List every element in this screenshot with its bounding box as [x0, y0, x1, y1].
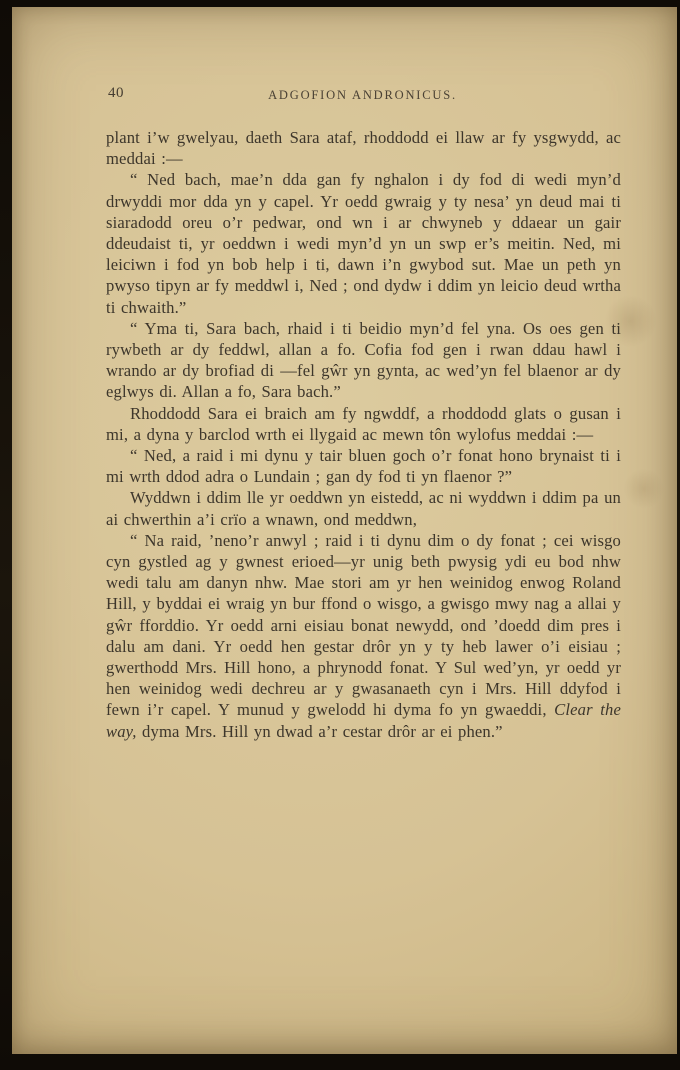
- text-segment: Rhoddodd Sara ei braich am fy ngwddf, a rhoddodd glats o gusan i mi, a dyna y barclod wrth ei llygaid ac mewn tôn wylofus meddai :—: [106, 403, 621, 444]
- paragraph: [106, 318, 621, 403]
- paragraph: [106, 530, 621, 742]
- page: [12, 7, 677, 1054]
- paragraph: [106, 169, 621, 317]
- running-title: ADGOFION ANDRONICUS.: [268, 88, 457, 102]
- page-number: 40: [108, 85, 124, 101]
- text-segment: “ Ned, a raid i mi dynu y tair bluen goch o’r fonat hono brynaist ti i mi wrth ddod adra o Lundain ; gan dy fod ti yn flaenor ?”: [106, 446, 621, 487]
- text-segment: Wyddwn i ddim lle yr oeddwn yn eistedd, ac ni wyddwn i ddim pa un ai chwerthin a’i crïo a wnawn, ond meddwn,: [106, 488, 621, 529]
- paragraph: [106, 403, 621, 445]
- text-segment: plant i’w gwelyau, daeth Sara ataf, rhoddodd ei llaw ar fy ysgwydd, ac meddai :—: [106, 128, 621, 169]
- text-segment: “ Na raid, ’neno’r anwyl ; raid i ti dynu dim o dy fonat ; cei wisgo cyn gystled ag y gwnest erioed—yr unig beth pwysig ydi eu bod nhw wedi talu am danyn nhw. Mae stori am yr hen weinidog enwog Roland Hill, y byddai ei wraig yn bur ffond o wisgo, a gwisgo mwy nag a allai y gŵr fforddio. Yr oedd arni eisiau bonat newydd, ond ’doedd dim pres i dalu am dani. Yr oedd hen gestar drôr yn y ty heb lawer o’i eisiau ; gwerthodd Mrs. Hill hono, a phrynodd fonat. Y Sul wed’yn, yr oedd yr hen weinidog wedi dechreu ar y gwasanaeth cyn i Mrs. Hill ddyfod i fewn i’r capel. Y munud y gwelodd hi dyma fo yn gwaeddi,: [106, 530, 621, 720]
- paragraph: [106, 487, 621, 529]
- paragraph: [106, 127, 621, 169]
- italic-phrase: Clear the way,: [106, 700, 621, 741]
- page-body: [106, 127, 621, 742]
- paragraph: [106, 445, 621, 487]
- text-segment: dyma Mrs. Hill yn dwad a’r cestar drôr ar ei phen.”: [136, 721, 503, 741]
- text-segment: “ Ned bach, mae’n dda gan fy nghalon i dy fod di wedi myn’d drwyddi mor dda yn y capel. Yr oedd gwraig y ty nesa’ yn deud mai ti siaradodd oreu o’r pedwar, ond wn i ar chwyneb y ddaear un gair ddeudaist ti, yr oeddwn i wedi myn’d yn un swp er’s meitin. Ned, mi leiciwn i fod yn bob help i ti, dawn i’n gwybod sut. Mae un peth yn pwyso tipyn ar fy meddwl i, Ned ; ond dydw i ddim yn leicio deud wrtha ti chwaith.”: [106, 170, 621, 317]
- page-header: [106, 83, 619, 105]
- text-segment: “ Yma ti, Sara bach, rhaid i ti beidio myn’d fel yna. Os oes gen ti rywbeth ar dy feddwl, allan a fo. Cofia fod gen i rwan ddau hawl i wrando ar dy brofiad di —fel gŵr yn gynta, ac wed’yn fel blaenor ar dy eglwys di. Allan a fo, Sara bach.”: [106, 318, 621, 402]
